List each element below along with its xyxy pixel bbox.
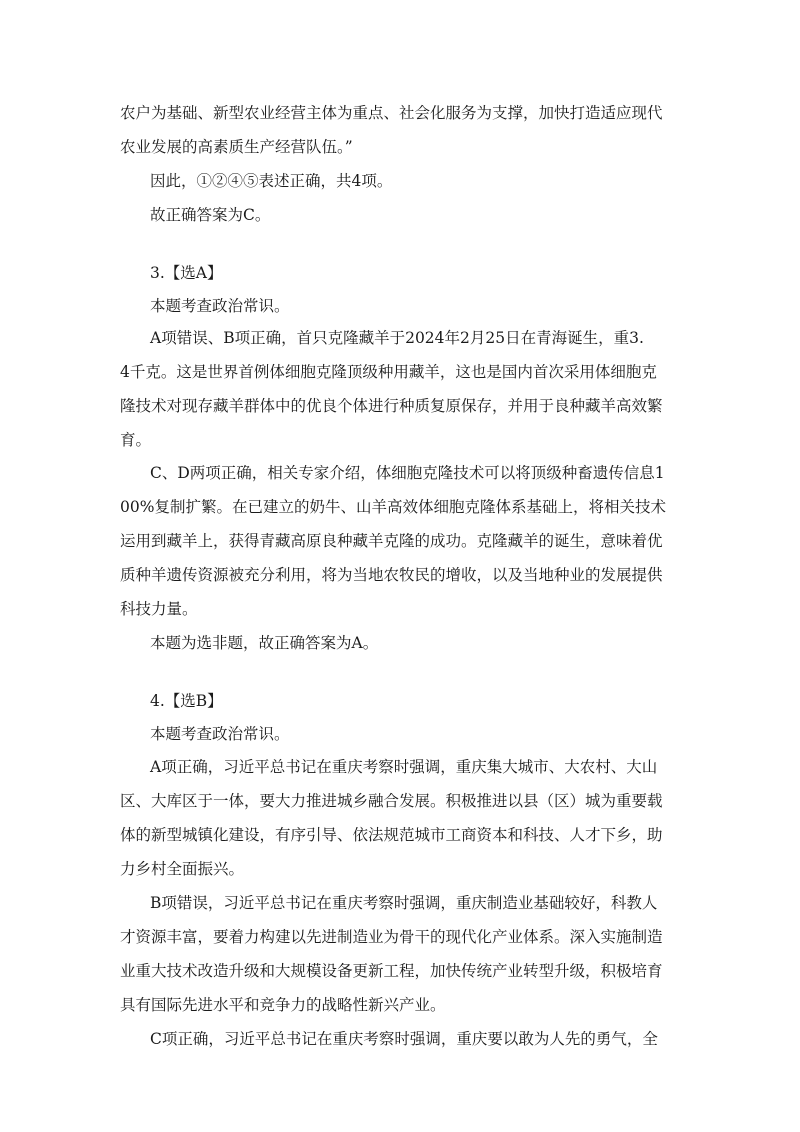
text-line: 质种羊遗传资源被充分利用，将为当地农牧民的增收，以及当地种业的发展提供	[120, 566, 663, 584]
text-line: 体的新型城镇化建设，有序引导、依法规范城市工商资本和科技、人才下乡，助	[120, 826, 663, 844]
text-line: 农业发展的高素质生产经营队伍。”	[120, 138, 353, 156]
text-line: 隆技术对现存藏羊群体中的优良个体进行种质复原保存，并用于良种藏羊高效繁	[120, 397, 663, 415]
text-line: 具有国际先进水平和竞争力的战略性新兴产业。	[120, 996, 446, 1014]
text-line: 区、大库区于一体，要大力推进城乡融合发展。积极推进以县（区）城为重要载	[120, 792, 663, 810]
text-line: 科技力量。	[120, 600, 198, 618]
text-line: C、D两项正确，相关专家介绍，体细胞克隆技术可以将顶级种畜遗传信息1	[150, 464, 665, 482]
text-line: 本题考查政治常识。	[150, 297, 290, 315]
text-line: 本题考查政治常识。	[150, 725, 290, 743]
text-line: 农户为基础、新型农业经营主体为重点、社会化服务为支撑，加快打造适应现代	[120, 104, 663, 122]
text-line: 因此，①②④⑤表述正确，共4项。	[150, 172, 393, 190]
text-line: A项正确，习近平总书记在重庆考察时强调，重庆集大城市、大农村、大山	[150, 758, 658, 776]
text-line: 力乡村全面振兴。	[120, 860, 245, 878]
text-line: B项错误，习近平总书记在重庆考察时强调，重庆制造业基础较好，科教人	[150, 894, 658, 912]
text-line: 育。	[120, 431, 152, 449]
text-line: 业重大技术改造升级和大规模设备更新工程，加快传统产业转型升级，积极培育	[120, 962, 663, 980]
text-line: C项正确，习近平总书记在重庆考察时强调，重庆要以敢为人先的勇气，全	[150, 1030, 658, 1048]
question-heading: 4.【选B】	[150, 692, 223, 710]
text-line: 才资源丰富，要着力构建以先进制造业为骨干的现代化产业体系。深入实施制造	[120, 928, 663, 946]
text-line: 00%复制扩繁。在已建立的奶牛、山羊高效体细胞克隆体系基础上，将相关技术	[120, 498, 666, 516]
text-line: 4千克。这是世界首例体细胞克隆顶级种用藏羊，这也是国内首次采用体细胞克	[120, 363, 657, 381]
text-line: 运用到藏羊上，获得青藏高原良种藏羊克隆的成功。克隆藏羊的诞生，意味着优	[120, 532, 663, 550]
text-line: A项错误、B项正确，首只克隆藏羊于2024年2月25日在青海诞生，重3.	[150, 329, 644, 347]
text-line: 故正确答案为C。	[150, 206, 271, 224]
question-heading: 3.【选A】	[150, 264, 223, 282]
text-line: 本题为选非题，故正确答案为A。	[150, 634, 379, 652]
